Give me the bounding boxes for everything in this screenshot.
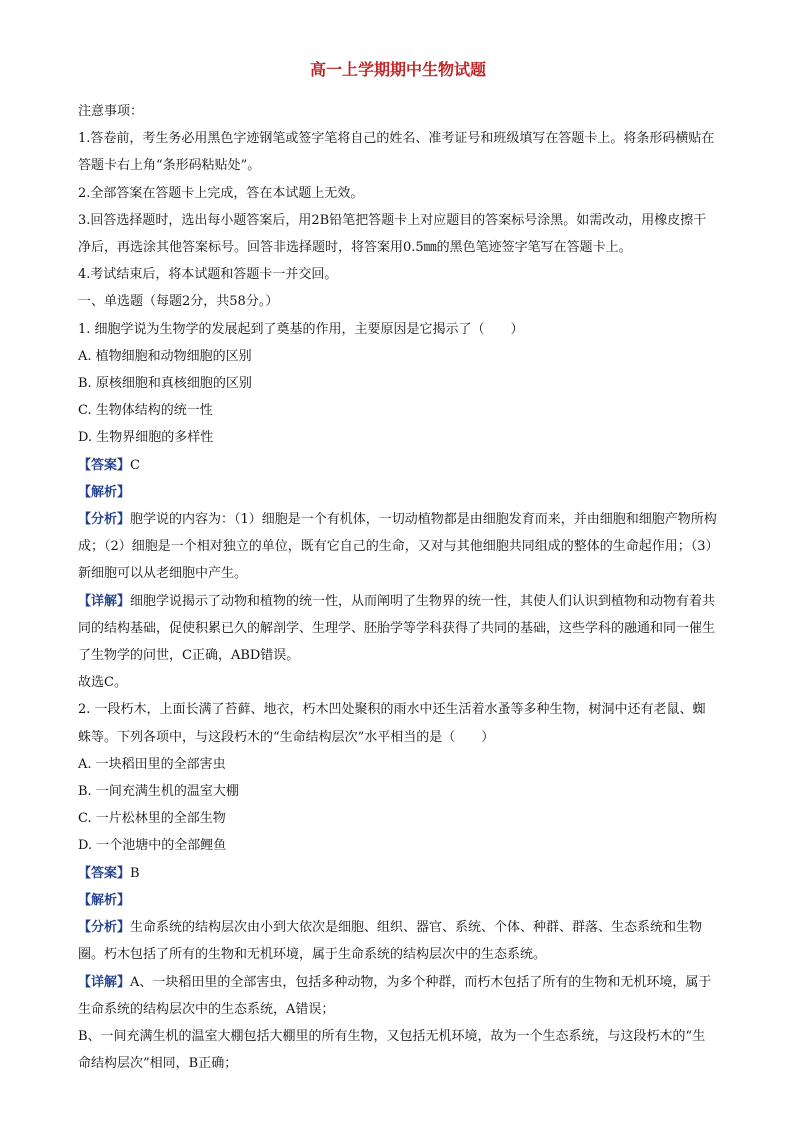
q2-option-b: B. 一间充满生机的温室大棚 bbox=[78, 784, 239, 800]
notice-2: 2.全部答案在答题卡上完成，答在本试题上无效。 bbox=[78, 185, 364, 201]
q2-answer-tag: 【答案】 bbox=[78, 865, 131, 881]
q2-answer-value: B bbox=[130, 865, 140, 881]
q2-xiangjie-b: B、一间充满生机的温室大棚包括大棚里的所有生物，又包括无机环境，故为一个生态系统，与这段朽木的“生命结构层次”相同，B正确； bbox=[78, 1028, 706, 1072]
q2-xiangjie-a-text: A、一块稻田里的全部害虫，包括多种动物，为多个种群，而朽木包括了所有的生物和无机环境，属于生命系统的结构层次中的生态系统，A错误； bbox=[78, 974, 712, 1017]
q1-conclusion: 故选C。 bbox=[78, 675, 127, 691]
q1-fenxi-text: 胞学说的内容为：（1）细胞是一个有机体，一切动植物都是由细胞发育而来，并由细胞和细胞产物所构成；（2）细胞是一个相对独立的单位，既有它自己的生命，又对与其他细胞共同组成的整体的生命起作用；（3）新细胞可以从老细胞中产生。 bbox=[78, 512, 717, 582]
section-heading: 一、单选题（每题2分，共58分。） bbox=[78, 294, 279, 310]
q2-fenxi-text: 生命系统的结构层次由小到大依次是细胞、组织、器官、系统、个体、种群、群落、生态系统和生物圈。朽木包括了所有的生物和无机环境，属于生命系统的结构层次中的生态系统。 bbox=[78, 920, 703, 963]
q1-option-d: D. 生物界细胞的多样性 bbox=[78, 430, 214, 446]
notice-1: 1.答卷前，考生务必用黑色字迹钢笔或签字笔将自己的姓名、准考证号和班级填写在答题卡上。将条形码横贴在答题卡右上角“条形码粘贴处”。 bbox=[78, 131, 715, 174]
q1-fenxi-tag: 【分析】 bbox=[78, 512, 131, 528]
q1-option-c: C. 生物体结构的统一性 bbox=[78, 403, 213, 419]
q2-fenxi bbox=[78, 914, 718, 968]
q2-jiexi-tag: 【解析】 bbox=[78, 892, 131, 908]
q1-stem: 1. 细胞学说为生物学的发展起到了奠基的作用，主要原因是它揭示了（ ） bbox=[78, 321, 524, 337]
q2-answer bbox=[78, 860, 718, 887]
q2-option-a: A. 一块稻田里的全部害虫 bbox=[78, 756, 226, 772]
notice-4: 4.考试结束后，将本试题和答题卡一并交回。 bbox=[78, 267, 338, 283]
q1-option-a: A. 植物细胞和动物细胞的区别 bbox=[78, 348, 252, 364]
q1-xiangjie bbox=[78, 588, 718, 670]
q1-answer-value: C bbox=[130, 457, 140, 473]
q1-option-b: B. 原核细胞和真核细胞的区别 bbox=[78, 376, 252, 392]
q2-option-c: C. 一片松林里的全部生物 bbox=[78, 811, 226, 827]
q1-answer bbox=[78, 452, 718, 479]
q2-xiangjie-tag: 【详解】 bbox=[78, 974, 131, 990]
q1-jiexi bbox=[78, 479, 718, 506]
exam-page bbox=[78, 58, 718, 1077]
q2-stem: 2. 一段朽木，上面长满了苔藓、地衣，朽木凹处聚积的雨水中还生活着水蚤等多种生物，树洞中还有老鼠、蜘蛛等。下列各项中，与这段朽木的“生命结构层次”水平相当的是（ ） bbox=[78, 702, 706, 745]
exam-title: 高一上学期期中生物试题 bbox=[309, 60, 486, 79]
q2-option-d: D. 一个池塘中的全部鲤鱼 bbox=[78, 838, 227, 854]
q2-fenxi-tag: 【分析】 bbox=[78, 920, 131, 936]
q1-answer-tag: 【答案】 bbox=[78, 457, 131, 473]
q1-fenxi bbox=[78, 506, 718, 588]
q2-jiexi bbox=[78, 887, 718, 914]
q1-jiexi-tag: 【解析】 bbox=[78, 484, 131, 500]
q1-xiangjie-tag: 【详解】 bbox=[78, 593, 131, 609]
q1-xiangjie-text: 细胞学说揭示了动物和植物的统一性，从而阐明了生物界的统一性，其使人们认识到植物和动物有着共同的结构基础，促使积累已久的解剖学、生理学、胚胎学等学科获得了共同的基础，这些学科的融通和同一催生了生物学的问世，C正确，ABD错误。 bbox=[78, 593, 716, 664]
q2-xiangjie-a bbox=[78, 969, 718, 1023]
notice-header: 注意事项： bbox=[78, 104, 144, 119]
notice-3: 3.回答选择题时，选出每小题答案后，用2B铅笔把答题卡上对应题目的答案标号涂黑。如需改动，用橡皮擦干净后，再选涂其他答案标号。回答非选择题时，将答案用0.5㎜的黑色笔迹签字笔写在答题卡上。 bbox=[78, 212, 707, 256]
